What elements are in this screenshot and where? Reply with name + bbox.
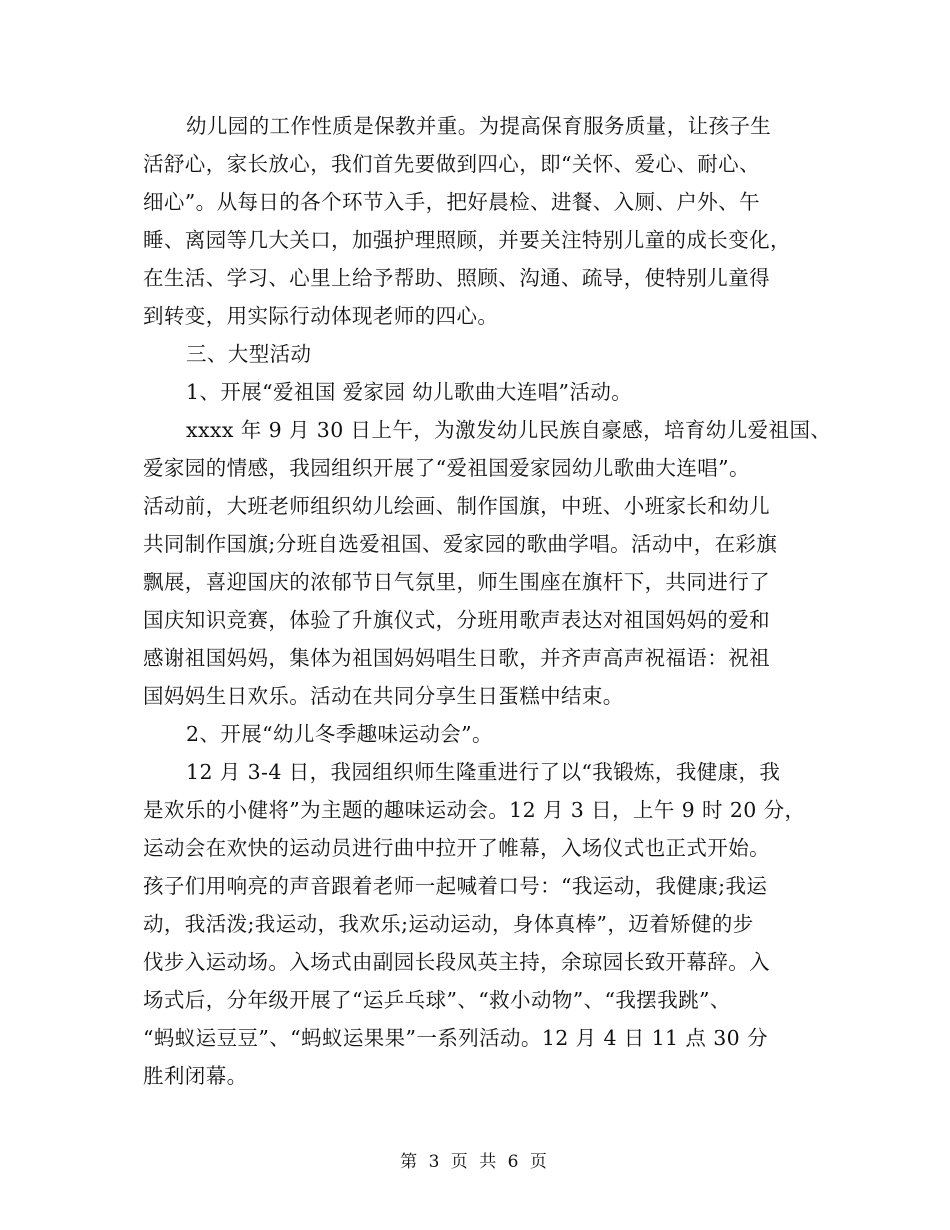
subsection-heading: 1、开展“爱祖国 爱家园 幼儿歌曲大连唱”活动。 bbox=[186, 380, 633, 404]
text-line: 感谢祖国妈妈，集体为祖国妈妈唱生日歌，并齐声高声祝福语：祝祖 bbox=[143, 646, 770, 670]
section-heading: 三、大型活动 bbox=[186, 342, 312, 366]
text-line: xxxx 年 9 月 30 日上午，为激发幼儿民族自豪感，培育幼儿爱祖国、 bbox=[186, 418, 832, 442]
text-line: 到转变，用实际行动体现老师的四心。 bbox=[143, 304, 499, 328]
text-line: 场式后，分年级开展了“运乒乓球”、“救小动物”、“我摆我跳”、 bbox=[143, 988, 731, 1012]
text-line: 孩子们用响亮的声音跟着老师一起喊着口号：“我运动，我健康;我运 bbox=[143, 874, 768, 898]
text-line: 国妈妈生日欢乐。活动在共同分享生日蛋糕中结束。 bbox=[143, 684, 624, 708]
text-line: 伐步入运动场。入场式由副园长段凤英主持，余琼园长致开幕辞。入 bbox=[143, 950, 770, 974]
text-line: 细心”。从每日的各个环节入手，把好晨检、进餐、入厕、户外、午 bbox=[143, 190, 760, 214]
text-line: 活动前，大班老师组织幼儿绘画、制作国旗，中班、小班家长和幼儿 bbox=[143, 494, 770, 518]
text-line: “蚂蚁运豆豆”、“蚂蚁运果果”一系列活动。12 月 4 日 11 点 30 分 bbox=[143, 1026, 768, 1050]
text-line: 睡、离园等几大关口，加强护理照顾，并要关注特别儿童的成长变化， bbox=[143, 228, 791, 252]
text-line: 幼儿园的工作性质是保教并重。为提高保育服务质量，让孩子生 bbox=[186, 114, 772, 138]
text-line: 在生活、学习、心里上给予帮助、照顾、沟通、疏导，使特别儿童得 bbox=[143, 266, 770, 290]
subsection-heading: 2、开展“幼儿冬季趣味运动会”。 bbox=[186, 722, 493, 746]
text-line: 活舒心，家长放心，我们首先要做到四心，即“关怀、爱心、耐心、 bbox=[143, 152, 760, 176]
text-line: 共同制作国旗;分班自选爱祖国、爱家园的歌曲学唱。活动中，在彩旗 bbox=[143, 532, 778, 556]
text-line: 12 月 3-4 日，我园组织师生隆重进行了以“我锻炼，我健康，我 bbox=[186, 760, 781, 784]
text-line: 运动会在欢快的运动员进行曲中拉开了帷幕，入场仪式也正式开始。 bbox=[143, 836, 770, 860]
text-line: 是欢乐的小健将”为主题的趣味运动会。12 月 3 日，上午 9 时 20 分， bbox=[143, 798, 806, 822]
text-line: 爱家园的情感，我园组织开展了“爱祖国爱家园幼儿歌曲大连唱”。 bbox=[143, 456, 750, 480]
text-line: 胜利闭幕。 bbox=[143, 1064, 248, 1088]
text-line: 飘展，喜迎国庆的浓郁节日气氛里，师生围座在旗杆下，共同进行了 bbox=[143, 570, 770, 594]
text-line: 动，我活泼;我运动，我欢乐;运动运动，身体真棒”，迈着矫健的步 bbox=[143, 912, 754, 936]
page-number-footer: 第 3 页 共 6 页 bbox=[400, 1152, 550, 1172]
text-line: 国庆知识竞赛，体验了升旗仪式，分班用歌声表达对祖国妈妈的爱和 bbox=[143, 608, 770, 632]
